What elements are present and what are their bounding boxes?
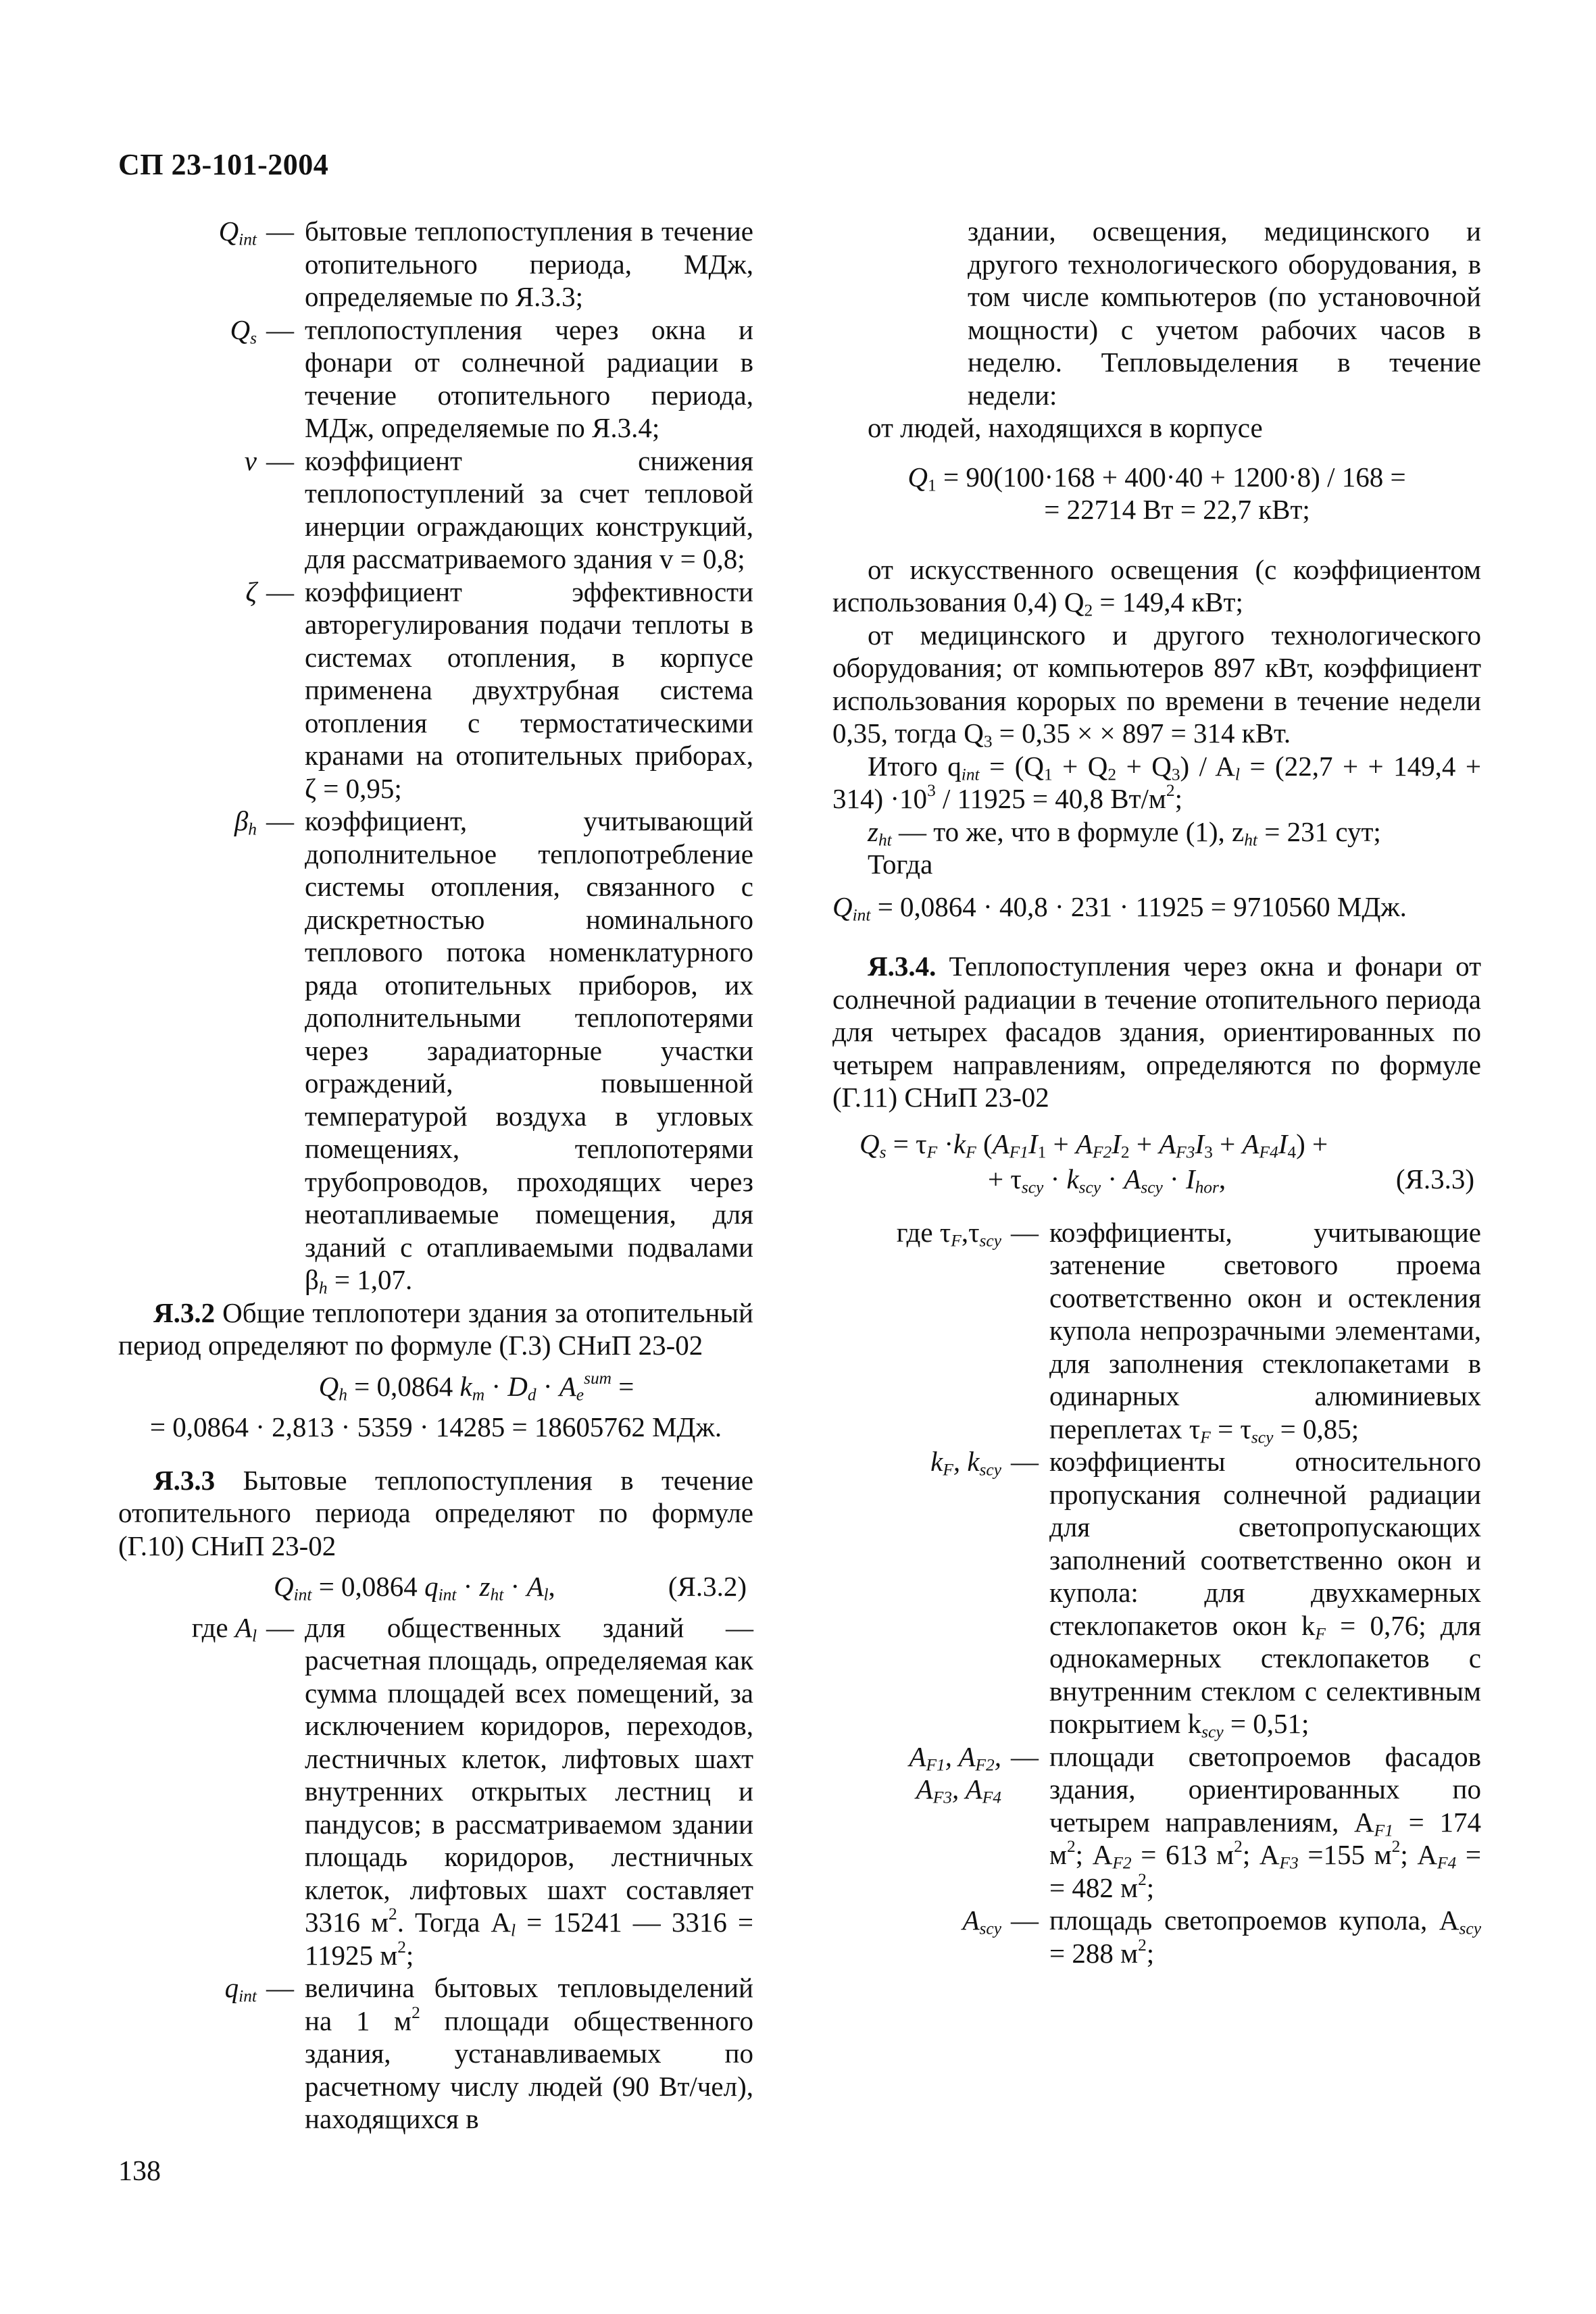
definition-qs xyxy=(118,313,753,445)
term-symbol: где $\tau_F,\tau_{scy}$ xyxy=(896,1216,1001,1250)
term-symbol: $k_F$, $k_{scy}$ xyxy=(930,1446,1001,1480)
right-column xyxy=(832,215,1481,1969)
lighting-text: от искусственного освещения (с коэффициентом использования 0,4) $Q_2 = 149,4$ кВт; xyxy=(832,553,1481,620)
em-dash: — xyxy=(1011,1446,1039,1477)
term-description: величина бытовых тепловыделений на 1 $м^2$ площади общественного здания, устанавливаемых по расчетному числу людей (90 Вт/чел), находящихся в xyxy=(305,1972,753,2134)
formula-qh-line1: $Q_h = 0,0864$ $k_m \cdot D_d \cdot A_e^{sum}$ = xyxy=(318,1368,634,1404)
em-dash: — xyxy=(1011,1905,1039,1936)
continuation-text: здании, освещения, медицинского и другого технологического оборудования, в том числе компьютеров (по установочной мощности) с учетом рабочих часов в неделю. Тепловыделения в течение недели: xyxy=(968,216,1481,411)
page-number: 138 xyxy=(118,2156,161,2187)
em-dash: — xyxy=(266,1972,294,2003)
definition-al xyxy=(118,1611,753,1972)
term-symbol: $Q_s$ xyxy=(230,313,257,347)
definition-af xyxy=(832,1740,1481,1905)
section-3-4-paragraph: Я.3.4. Теплопоступления через окна и фонари от солнечной радиации в течение отопительного периода для четырех фасадов здания, ориентированных по четырем направлениям, определяются по формуле (Г.11) СНиП 23-02 xyxy=(832,951,1481,1113)
em-dash: — xyxy=(1011,1216,1039,1248)
term-description: теплопоступления через окна и фонари от солнечной радиации в течение отопительного периода, МДж, определяемые по Я.3.4; xyxy=(305,313,753,443)
total-text: Итого $q_{int} = (Q_1 + Q_2 + Q_3) / A_l = (22,7$ + + $149,4 + 314) \cdot 10^3 / 11925 = 40,8$ $Вт/м^2$; xyxy=(832,750,1482,814)
formula-qs-line2: + $\tau_{scy} \cdot k_{scy} \cdot A_{scy} \cdot I_{hor}$, (Я.3.3) xyxy=(988,1163,1474,1197)
formula-number: (Я.3.2) xyxy=(668,1571,747,1602)
term-description: коэффициент, учитывающий дополнительное теплопотребление системы отопления, связанного с дискретностью номинального теплового потока номенклатурного ряда отопительных приборов, их дополнительными теплопотерями через зарадиаторные участки ограждений, повышенной температурой воздуха в угловых помещениях, теплопотерями трубопроводов, проходящих через неотапливаемые помещения, для зданий с отапливаемыми подвалами $\beta_h = 1,07$. xyxy=(305,805,753,1298)
em-dash: — xyxy=(266,313,294,345)
medical-equipment-text: от медицинского и другого технологического оборудования; от компьютеров 897 кВт, коэффициент использования корорых по времени в течение недели 0,35, тогда $Q_3 = 0,35$ × × 897 = 314 кВт. xyxy=(832,619,1481,751)
zht-text: $z_{ht}$ — то же, что в формуле (1), $z_{ht} = 231$ сут; xyxy=(868,815,1381,849)
term-description: коэффициенты, учитывающие затенение светового проема соответственно окон и остекления купола непрозрачными элементами, для заполнения стеклопакетами в одинарных алюминиевых переплетах $\tau_F = \tau_{scy} = 0,85$; xyxy=(1049,1216,1481,1447)
em-dash: — xyxy=(266,1611,294,1643)
term-symbol: v xyxy=(244,445,257,476)
formula-qint: $Q_{int} = 0,0864$ $q_{int} \cdot z_{ht} \cdot A_l$, (Я.3.2) xyxy=(274,1571,747,1605)
term-symbol: ζ xyxy=(245,576,257,607)
term-description: бытовые теплопоступления в течение отопительного периода, МДж, определяемые по Я.3.3; xyxy=(305,216,753,312)
section-3-2-paragraph: Я.3.2 Общие теплопотери здания за отопительный период определяют по формуле (Г.3) СНиП 23-02 xyxy=(118,1297,753,1361)
section-3-3-label: Я.3.3 xyxy=(153,1464,216,1496)
section-3-2-label: Я.3.2 xyxy=(153,1297,216,1328)
term-symbol: $A_{scy}$ xyxy=(962,1905,1001,1938)
definition-qint xyxy=(118,215,753,313)
people-heat-label: от людей, находящихся в корпусе xyxy=(868,412,1263,443)
em-dash: — xyxy=(266,445,294,476)
term-symbol: $q_{int}$ xyxy=(224,1972,257,2006)
formula-q1-line1: $Q_1 = 90(100\cdot 168 + 400\cdot 40 + 1200\cdot 8) / 168$ = xyxy=(907,461,1406,495)
em-dash: — xyxy=(1011,1740,1039,1772)
term-description: коэффициент эффективности авторегулирования подачи теплоты в системах отопления, в корпусе применена двухтрубная система отопления с термостатическими кранами на отопительных приборах, ζ = 0,95; xyxy=(305,576,753,804)
em-dash: — xyxy=(266,216,294,247)
term-symbol: $Q_{int}$ xyxy=(218,216,257,249)
definition-kf xyxy=(832,1445,1481,1740)
definition-zeta xyxy=(118,576,753,805)
definition-qint-small xyxy=(118,1971,753,2136)
definition-tau xyxy=(832,1216,1481,1446)
section-3-3-paragraph: Я.3.3 Бытовые теплопоступления в течение отопительного периода определяют по формуле (Г.10) СНиП 23-02 xyxy=(118,1464,753,1561)
term-description: площадь светопроемов купола, $A_{scy} = 288$ $м^2$; xyxy=(1049,1905,1481,1969)
term-symbol: $A_{F1}$, $A_{F2}$, $A_{F3}$, $A_{F4}$ xyxy=(909,1740,1001,1807)
formula-qint-value: $Q_{int} = 0,0864 \cdot 40,8 \cdot 231 \cdot 11925 = 9710560$ МДж. xyxy=(832,890,1407,924)
formula-qs-line1: $Q_s = \tau_F \cdot k_F$ $(A_{F1}I_1 + A_{F2}I_2 + A_{F3}I_3 + A_{F4}I_4)$ + xyxy=(859,1128,1328,1161)
term-description: для общественных зданий — расчетная площадь, определяемая как сумма площадей всех помещений, за исключением коридоров, переходов, лестничных клеток, лифтовых шахт внутренних открытых лестниц и пандусов; в рассматриваемом здании площадь коридоров, лестничных клеток, лифтовых шахт составляет 3316 $м^2$. Тогда $A_l = 15241$ — 3316 = 11925 $м^2$; xyxy=(305,1611,753,1971)
term-symbol: где $A_l$ xyxy=(191,1611,257,1645)
definition-ascy xyxy=(832,1904,1481,1969)
togda-label: Тогда xyxy=(868,849,933,880)
section-3-4-label: Я.3.4. xyxy=(868,951,937,982)
page-header: СП 23-101-2004 xyxy=(118,148,329,181)
left-column xyxy=(118,215,753,2136)
term-description: коэффициент снижения теплопоступлений за счет тепловой инерции ограждающих конструкций, для рассматриваемого здания v = 0,8; xyxy=(305,445,753,574)
em-dash: — xyxy=(266,805,294,836)
definition-beta-h xyxy=(118,805,753,1297)
em-dash: — xyxy=(266,576,294,607)
definition-v xyxy=(118,445,753,576)
formula-qh-line2: = 0,0864 · 2,813 · 5359 · 14285 = 18605762 МДж. xyxy=(149,1411,722,1442)
formula-number: (Я.3.3) xyxy=(1395,1163,1474,1194)
formula-q1-line2: = 22714 Вт = 22,7 кВт; xyxy=(1044,494,1310,525)
term-description: коэффициенты относительного пропускания солнечной радиации для светопропускающих заполнений соответственно окон и купола: для двухкамерных стеклопакетов окон $k_F = 0,76$; для однокамерных стеклопакетов с внутренним стеклом с селективным покрытием $k_{scy} = 0,51$; xyxy=(1049,1446,1481,1742)
term-description: площади светопроемов фасадов здания, ориентированных по четырем направлениям, $A_{F1} = 174$ $м^2$; $A_{F2} = 613$ $м^2$; $A_{F3} =155$ $м^2$; $A_{F4}$ = = 482 $м^2$; xyxy=(1049,1740,1482,1903)
term-symbol: $\beta_h$ xyxy=(234,805,257,839)
